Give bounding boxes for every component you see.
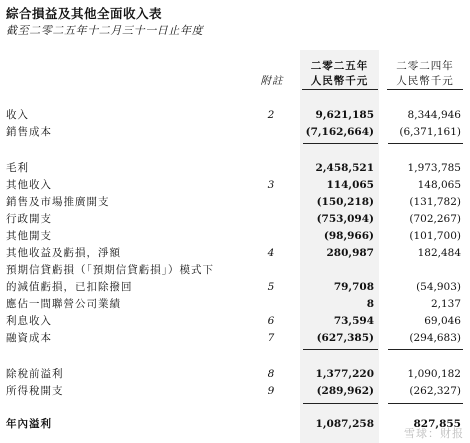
row-revenue: [0, 107, 470, 124]
row-ecl-impairment: [0, 279, 470, 296]
value-2025: 114,065: [326, 179, 374, 191]
row-note: 8: [267, 368, 275, 380]
row-profit-for-year: [0, 416, 470, 433]
value-2025: (289,962): [316, 385, 374, 397]
value-2025: 1,087,258: [315, 418, 374, 430]
value-2025: (7,162,664): [305, 126, 374, 138]
subtotal-rule-2025: [303, 143, 378, 144]
row-selling-expenses: [0, 194, 470, 211]
row-label: 除稅前溢利: [6, 368, 64, 380]
header-note: 附註: [260, 75, 284, 87]
row-gross-profit: [0, 160, 470, 177]
row-label: 年內溢利: [6, 418, 52, 430]
value-2024: (262,327): [409, 385, 461, 397]
row-label: 所得稅開支: [6, 385, 64, 397]
value-2024: 8,344,946: [407, 109, 461, 121]
value-2024: 1,973,785: [407, 162, 461, 174]
row-income-tax: [0, 383, 470, 400]
value-2024: 148,065: [417, 179, 461, 191]
value-2025: 1,377,220: [315, 368, 374, 380]
row-profit-before-tax: [0, 366, 470, 383]
row-other-gains-losses: [0, 245, 470, 262]
value-2025: (98,966): [323, 230, 374, 242]
row-label: 銷售成本: [6, 126, 52, 138]
row-interest-income: [0, 313, 470, 330]
statement-subtitle: 截至二零二五年十二月三十一日止年度: [6, 24, 204, 37]
header-2025-unit: 人民幣千元: [310, 75, 369, 87]
row-label: 其他收入: [6, 179, 52, 191]
value-2025: (753,094): [316, 213, 374, 225]
value-2025: 9,621,185: [315, 109, 374, 121]
value-2024: (101,700): [409, 230, 461, 242]
row-label: 預期信貸虧損（「預期信貸虧損」）模式下: [6, 264, 214, 276]
value-2024: (6,371,161): [399, 126, 461, 138]
subtotal-rule-2024: [388, 349, 463, 350]
value-2025: 8: [366, 298, 374, 310]
row-label: 銷售及市場推廣開支: [6, 196, 110, 208]
subtotal-rule-2025: [303, 403, 378, 404]
header-2024-unit: 人民幣千元: [396, 75, 454, 87]
row-label: 的減值虧損，已扣除撥回: [6, 281, 133, 293]
row-label: 融資成本: [6, 332, 52, 344]
value-2025: (150,218): [316, 196, 374, 208]
value-2025: 280,987: [326, 247, 374, 259]
row-admin-expenses: [0, 211, 470, 228]
row-label: 應佔一間聯營公司業績: [6, 298, 121, 310]
value-2025: 2,458,521: [315, 162, 374, 174]
row-note: 2: [267, 109, 275, 121]
row-label: 收入: [6, 109, 29, 121]
value-2024: 827,855: [413, 418, 461, 430]
header-rule-2025: [302, 89, 378, 90]
row-note: 9: [267, 385, 275, 397]
row-note: 7: [267, 332, 275, 344]
row-other-income: [0, 177, 470, 194]
watermark: 雪球：财报: [404, 427, 464, 440]
row-share-of-associate: [0, 296, 470, 313]
value-2024: (131,782): [409, 196, 461, 208]
row-label: 毛利: [6, 162, 29, 174]
value-2024: (702,267): [409, 213, 461, 225]
subtotal-rule-2024: [388, 143, 463, 144]
statement-title: 綜合損益及其他全面收入表: [6, 6, 163, 21]
value-2025: (627,385): [316, 332, 374, 344]
row-note: 3: [267, 179, 275, 191]
row-label: 其他收益及虧損，淨額: [6, 247, 121, 259]
row-label: 利息收入: [6, 315, 52, 327]
value-2024: 1,090,182: [407, 368, 461, 380]
row-cost-of-sales: [0, 124, 470, 141]
row-label: 行政開支: [6, 213, 52, 225]
row-note: 5: [267, 281, 275, 293]
value-2024: 2,137: [430, 298, 461, 310]
subtotal-rule-2025: [303, 349, 378, 350]
value-2024: 182,484: [417, 247, 461, 259]
row-note: 6: [267, 315, 275, 327]
row-finance-costs: [0, 330, 470, 347]
header-rule-2024: [387, 89, 463, 90]
value-2025: 79,708: [333, 281, 374, 293]
row-note: 4: [267, 247, 275, 259]
value-2024: 69,046: [424, 315, 461, 327]
row-other-expenses: [0, 228, 470, 245]
subtotal-rule-2024: [388, 403, 463, 404]
row-label: 其他開支: [6, 230, 52, 242]
header-2025-year: 二零二五年: [310, 60, 369, 72]
row-ecl-model-line1: [0, 262, 470, 279]
header-2024-year: 二零二四年: [396, 60, 454, 72]
value-2025: 73,594: [333, 315, 374, 327]
value-2024: (54,903): [416, 281, 461, 293]
value-2024: (294,683): [409, 332, 461, 344]
